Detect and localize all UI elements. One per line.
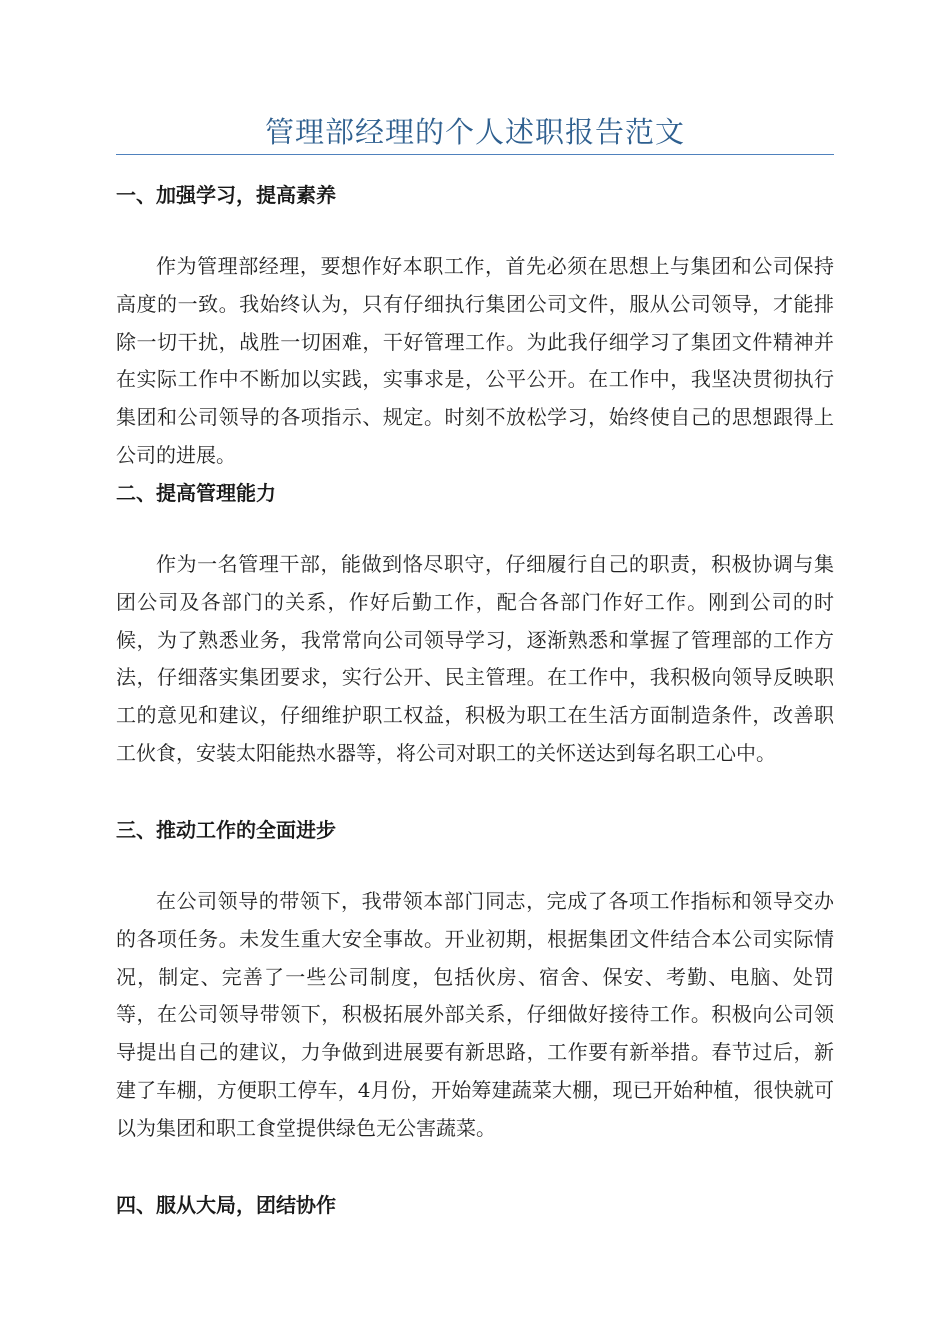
section-heading: 四、服从大局，团结协作: [116, 1193, 336, 1217]
section-heading: 二、提高管理能力: [116, 481, 276, 505]
section-4: [116, 1190, 834, 1220]
document-title: 管理部经理的个人述职报告范文: [264, 115, 685, 149]
section-3: [116, 815, 834, 1148]
section-paragraph: 在公司领导的带领下，我带领本部门同志，完成了各项工作指标和领导交办的各项任务。未发生重大安全事故。开业初期，根据集团文件结合本公司实际情况，制定、完善了一些公司制度，包括伙房、宿舍、保安、考勤、电脑、处罚等，在公司领导带领下，积极拓展外部关系，仔细做好接待工作。积极向公司领导提出自己的建议，力争做到进展要有新思路，工作要有新举措。春节过后，新建了车棚，方便职工停车，4月份，开始筹建蔬菜大棚，现已开始种植，很快就可以为集团和职工食堂提供绿色无公害蔬菜。: [116, 889, 834, 1140]
section-heading: 一、加强学习，提高素养: [116, 183, 336, 207]
section-1: [116, 180, 834, 475]
section-2: [116, 478, 834, 773]
section-paragraph: 作为管理部经理，要想作好本职工作，首先必须在思想上与集团和公司保持高度的一致。我始终认为，只有仔细执行集团公司文件，服从公司领导，才能排除一切干扰，战胜一切困难，干好管理工作。为此我仔细学习了集团文件精神并在实际工作中不断加以实践，实事求是，公平公开。在工作中，我坚决贯彻执行集团和公司领导的各项指示、规定。时刻不放松学习，始终使自己的思想跟得上公司的进展。: [116, 254, 834, 467]
section-paragraph: 作为一名管理干部，能做到恪尽职守，仔细履行自己的职责，积极协调与集团公司及各部门的关系，作好后勤工作，配合各部门作好工作。刚到公司的时候，为了熟悉业务，我常常向公司领导学习，逐渐熟悉和掌握了管理部的工作方法，仔细落实集团要求，实行公开、民主管理。在工作中，我积极向领导反映职工的意见和建议，仔细维护职工权益，积极为职工在生活方面制造条件，改善职工伙食，安装太阳能热水器等，将公司对职工的关怀送达到每名职工心中。: [116, 552, 834, 765]
section-heading: 三、推动工作的全面进步: [116, 818, 336, 842]
title-underline: [116, 154, 834, 155]
